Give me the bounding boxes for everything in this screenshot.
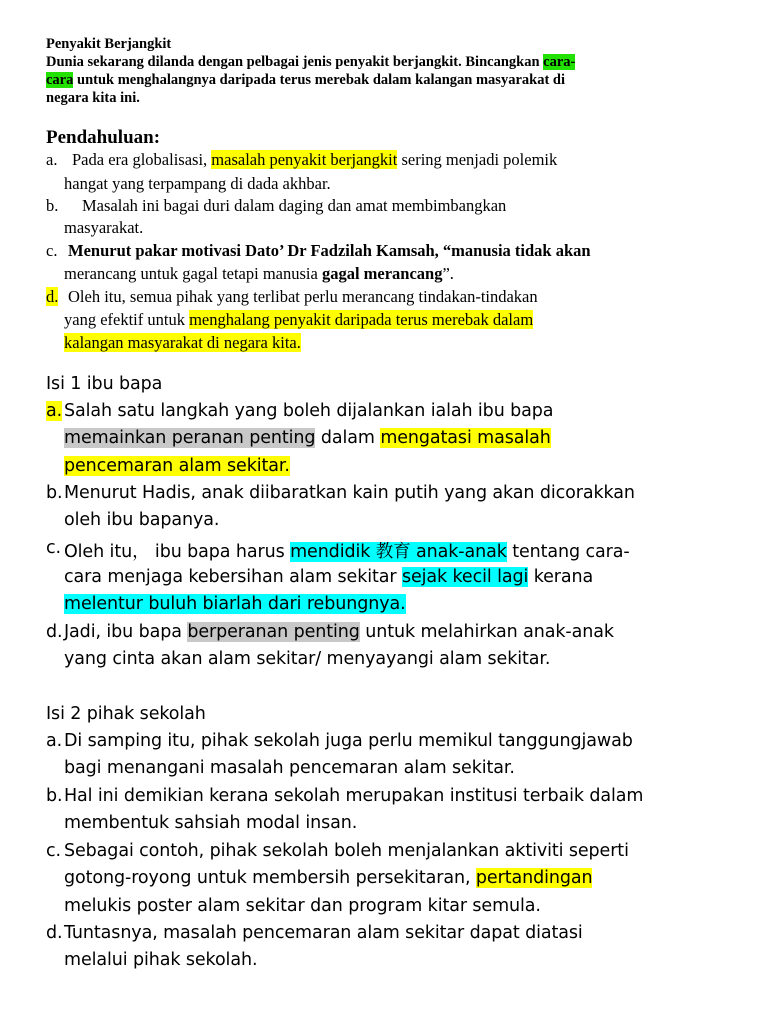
highlight: d. xyxy=(46,287,59,306)
text: merancang untuk gagal tetapi manusia xyxy=(64,264,322,283)
text: untuk melahirkan anak-anak xyxy=(359,622,614,642)
text: sering menjadi polemik xyxy=(397,150,558,169)
intro-a-line-2: hangat yang terpampang di dada akhbar. xyxy=(64,174,331,193)
isi2-c-line-2 xyxy=(64,868,592,888)
intro-heading: Pendahuluan: xyxy=(46,127,161,148)
intro-b-line-2: masyarakat. xyxy=(64,218,144,237)
text: kerana xyxy=(528,567,594,587)
isi1-c-line-2 xyxy=(64,567,593,587)
intro-a-line-1 xyxy=(72,150,557,170)
bold-text: gagal merancang xyxy=(321,264,443,283)
intro-b-line-1: Masalah ini bagai duri dalam daging dan amat membimbangkan xyxy=(82,196,507,215)
text: tentang cara- xyxy=(506,542,630,562)
isi1-b-line-1: Menurut Hadis, anak diibaratkan kain putih yang akan dicorakkan xyxy=(64,483,635,503)
isi1-c-line-1 xyxy=(64,538,630,563)
intro-c-line-1: Menurut pakar motivasi Dato’ Dr Fadzilah Kamsah, “manusia tidak akan xyxy=(68,241,591,260)
isi2-b-line-1: Hal ini demikian kerana sekolah merupakan institusi terbaik dalam xyxy=(64,786,644,806)
question-highlight: cara- xyxy=(543,54,576,70)
text: Jadi, ibu bapa xyxy=(64,622,188,642)
highlight: a. xyxy=(46,401,63,421)
intro-d-line-2 xyxy=(64,310,533,330)
highlight: memainkan peranan penting xyxy=(64,428,316,448)
text: dalam xyxy=(315,428,381,448)
isi2-b-line-2: membentuk sahsiah modal insan. xyxy=(64,813,358,833)
highlight: mendidik 教育 anak-anak xyxy=(290,542,507,562)
question-line-3: negara kita ini. xyxy=(46,90,140,106)
intro-d-marker xyxy=(46,287,58,307)
highlight: masalah penyakit berjangkit xyxy=(211,150,398,169)
highlight: kalangan masyarakat di negara kita. xyxy=(64,333,301,352)
isi1-a-line-3 xyxy=(64,456,290,476)
highlight: sejak kecil lagi xyxy=(401,567,529,587)
text: Oleh itu， ibu bapa harus xyxy=(64,542,291,562)
text: yang efektif untuk xyxy=(64,310,190,329)
intro-b-marker: b. xyxy=(46,196,59,215)
highlight: melentur buluh biarlah dari rebungnya. xyxy=(64,594,406,614)
isi1-b-line-2: oleh ibu bapanya. xyxy=(64,510,220,530)
highlight: mengatasi masalah xyxy=(380,428,551,448)
isi2-c-line-3: melukis poster alam sekitar dan program kitar semula. xyxy=(64,896,541,916)
intro-a-marker: a. xyxy=(46,150,58,169)
intro-c-marker: c. xyxy=(46,241,58,260)
question-highlight: cara xyxy=(46,72,74,88)
isi2-a-line-1: Di samping itu, pihak sekolah juga perlu memikul tanggungjawab xyxy=(64,731,633,751)
intro-c-line-2 xyxy=(64,264,454,284)
isi2-d-marker: d. xyxy=(46,923,63,943)
question-text: Dunia sekarang dilanda dengan pelbagai jenis penyakit berjangkit. Bincangkan xyxy=(46,54,544,70)
isi1-a-marker xyxy=(46,401,62,421)
text: cara menjaga kebersihan alam sekitar xyxy=(64,567,402,587)
isi2-heading: Isi 2 pihak sekolah xyxy=(46,704,206,724)
intro-d-line-1: Oleh itu, semua pihak yang terlibat perlu merancang tindakan-tindakan xyxy=(68,287,538,306)
intro-d-line-3 xyxy=(64,333,301,353)
isi2-d-line-1: Tuntasnya, masalah pencemaran alam sekitar dapat diatasi xyxy=(64,923,583,943)
document-title: Penyakit Berjangkit xyxy=(46,36,172,52)
isi1-d-marker: d. xyxy=(46,622,63,642)
highlight: berperanan penting xyxy=(187,622,360,642)
isi2-a-line-2: bagi menangani masalah pencemaran alam sekitar. xyxy=(64,758,515,778)
text: gotong-royong untuk membersih persekitaran, xyxy=(64,868,476,888)
highlight: pencemaran alam sekitar. xyxy=(64,456,290,476)
isi1-heading: Isi 1 ibu bapa xyxy=(46,374,163,394)
question-line-2 xyxy=(46,72,565,89)
isi1-c-marker: c. xyxy=(46,538,61,558)
isi1-a-line-1: Salah satu langkah yang boleh dijalankan ialah ibu bapa xyxy=(64,401,554,421)
isi2-a-marker: a. xyxy=(46,731,63,751)
question-line-1 xyxy=(46,54,575,71)
isi1-d-line-1 xyxy=(64,622,614,642)
isi2-c-line-1: Sebagai contoh, pihak sekolah boleh menjalankan aktiviti seperti xyxy=(64,841,629,861)
question-text: untuk menghalangnya daripada terus merebak dalam kalangan masyarakat di xyxy=(73,72,565,88)
isi2-c-marker: c. xyxy=(46,841,61,861)
text: Pada era globalisasi, xyxy=(72,150,212,169)
highlight: menghalang penyakit daripada terus merebak dalam xyxy=(189,310,534,329)
highlight: pertandingan xyxy=(475,868,593,888)
isi1-c-line-3 xyxy=(64,594,406,614)
isi2-d-line-2: melalui pihak sekolah. xyxy=(64,950,258,970)
isi1-b-marker: b. xyxy=(46,483,63,503)
isi1-d-line-2: yang cinta akan alam sekitar/ menyayangi alam sekitar. xyxy=(64,649,551,669)
text: ”. xyxy=(442,264,454,283)
isi1-a-line-2 xyxy=(64,428,551,448)
isi2-b-marker: b. xyxy=(46,786,63,806)
